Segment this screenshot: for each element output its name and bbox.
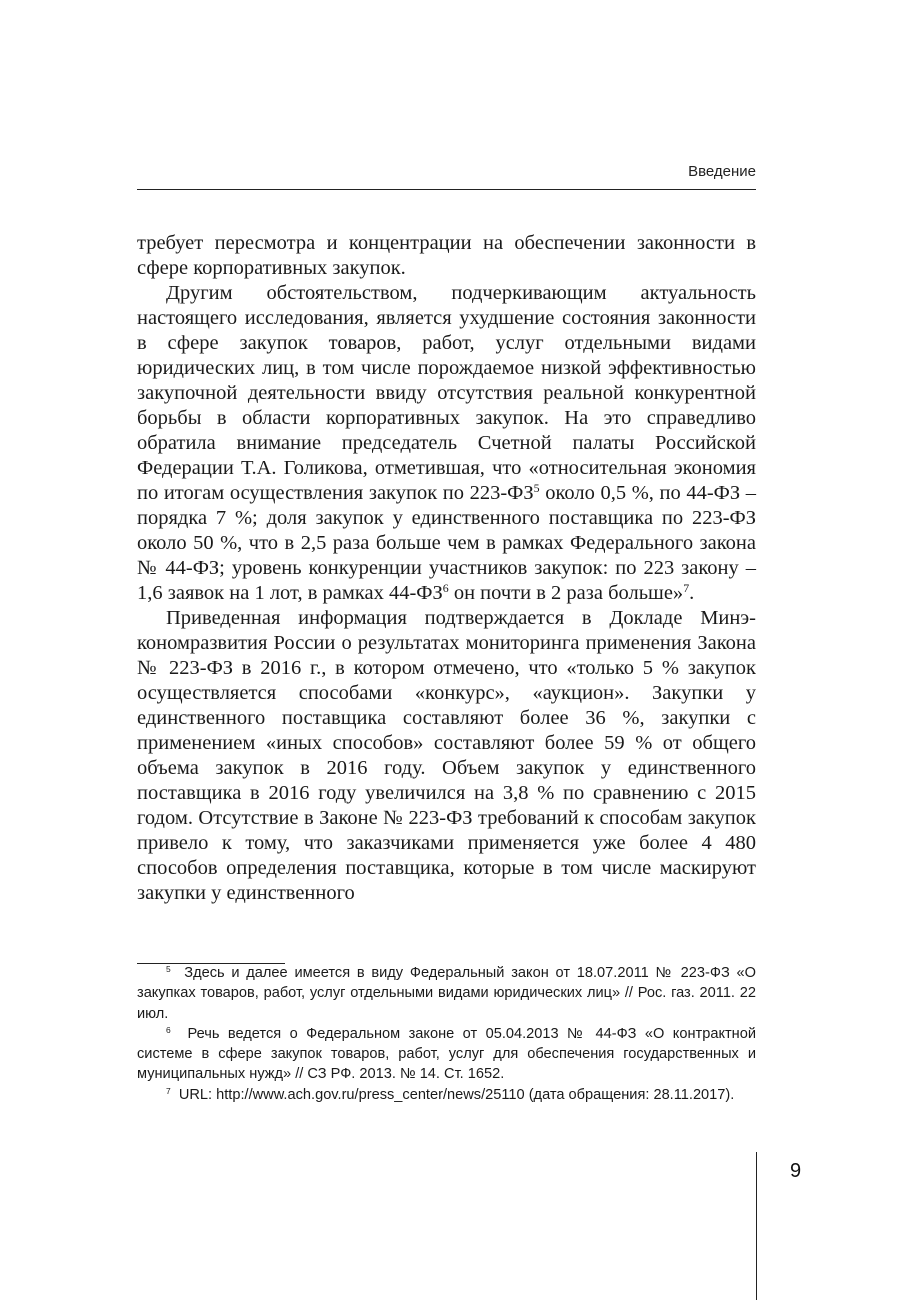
paragraph-actuality	[137, 281, 756, 606]
footnote-number: 6	[166, 1024, 171, 1035]
paragraph-text: он почти в 2 раза больше»	[448, 582, 684, 604]
footnote-number: 7	[166, 1085, 171, 1096]
footnote-text: Речь ведется о Федеральном законе от 05.04.2013 № 44-ФЗ «О контрактной системе в сфере закупок товаров, работ, услуг для обеспечения государственных и муниципальных нужд» // СЗ РФ. 2013. № 14. Ст. 1652.	[137, 1025, 757, 1083]
header-rule	[137, 189, 756, 190]
running-title: Введение	[688, 163, 756, 180]
page-number-rule	[756, 1152, 757, 1300]
paragraph-text: около 0,5 %, по 44-ФЗ – порядка 7 %; доля закупок у единственного поставщика по 223-ФЗ около 50 %, что в 2,5 раза больше чем в рамках Федерального закона № 44-ФЗ; уровень конкуренции участников закупок: по 223 закону – 1,6 заявок на 1 лот, в рамках 44-ФЗ	[137, 482, 757, 604]
footnote	[137, 1024, 756, 1085]
footnote-ref-5[interactable]: 5	[533, 480, 540, 495]
footnote-ref-7[interactable]: 7	[683, 580, 690, 595]
footnote	[137, 1085, 756, 1105]
footnote	[137, 963, 756, 1024]
footnote-ref-6[interactable]: 6	[442, 580, 449, 595]
paragraph-text: Другим обстоятельством, подчеркивающим актуальность настоящего исследования, является ухудшение состояния законности в сфере закупок товаров, работ, услуг отдельными видами юридических лиц, в том числе порождаемое низкой эффективностью закупочной деятельности ввиду отсутствия реальной конкурентной борьбы в области корпоративных закупок. На это справедливо обратила внимание председатель Счетной палаты Российской Федерации Т.А. Голикова, отметившая, что «относительная экономия по итогам осуществления закупок по 223-ФЗ	[137, 282, 756, 504]
paragraph-report: Приведенная информация подтверждается в Докладе Минэкономразвития России о результатах мониторинга применения Закона № 223-ФЗ в 2016 г., в котором отмечено, что «только 5 % закупок осуществляется способами «конкурс», «аукцион». Закупки у единственного поставщика составляют более 36 %, закупки с применением «иных способов» составляют более 59 % от общего объема закупок в 2016 году. Объем закупок у единственного поставщика в 2016 году увеличился на 3,8 % по сравнению с 2015 годом. Отсутствие в Законе № 223-ФЗ требований к способам закупок привело к тому, что заказчиками применяется уже более 4 480 способов определения поставщика, которые в том числе маскируют закупки у единственного	[137, 607, 756, 904]
footnote-text: URL: http://www.ach.gov.ru/press_center/news/25110 (дата обращения: 28.11.2017).	[178, 1086, 735, 1103]
footnote-number: 5	[166, 963, 171, 974]
paragraph-continuation: требует пересмотра и концентрации на обеспечении законности в сфере корпоративных закупок.	[137, 232, 756, 279]
footnote-text: Здесь и далее имеется в виду Федеральный закон от 18.07.2011 № 223-ФЗ «О закупках товаров, работ, услуг отдельными видами юридических лиц» // Рос. газ. 2011. 22 июл.	[137, 965, 756, 1022]
paragraph-text: .	[689, 582, 695, 604]
page-number: 9	[790, 1160, 802, 1182]
main-text	[137, 231, 756, 906]
footnotes	[137, 963, 756, 1105]
